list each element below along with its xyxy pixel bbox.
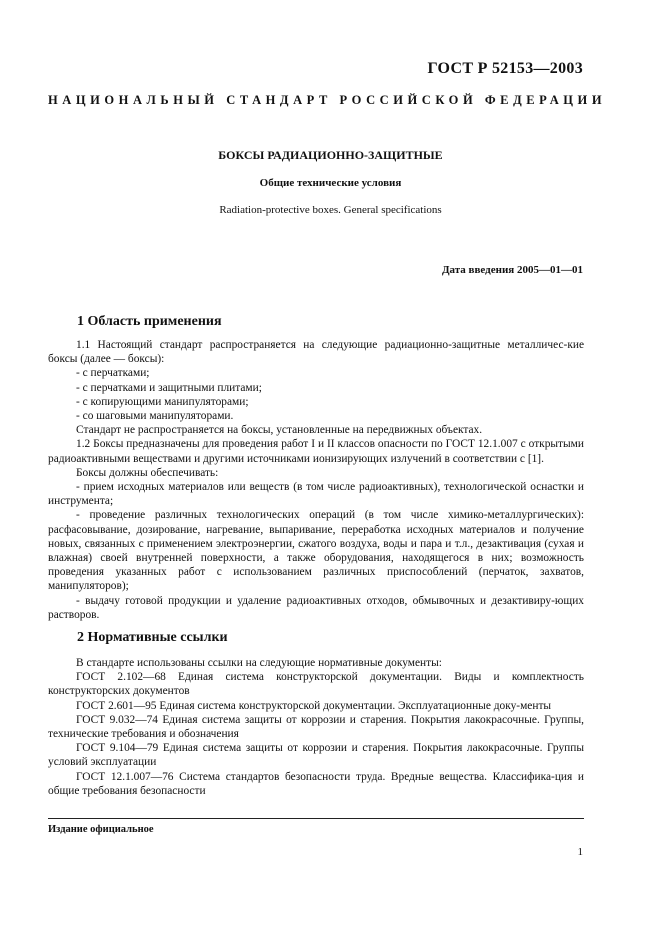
english-title: Radiation-protective boxes. General specifications (219, 204, 442, 216)
national-standard-heading: НАЦИОНАЛЬНЫЙ СТАНДАРТ РОССИЙСКОЙ ФЕДЕРАЦИИ (48, 93, 607, 107)
paragraph: В стандарте использованы ссылки на следующие нормативные документы: (76, 657, 442, 669)
paragraph: Боксы должны обеспечивать: (76, 466, 219, 479)
paragraph: Стандарт не распространяется на боксы, установленные на передвижных объектах. (76, 424, 483, 437)
document-code: ГОСТ Р 52153—2003 (427, 60, 583, 77)
list-item: - выдачу готовой продукции и удаление радиоактивных отходов, обмывочных и дезактивиру-ющих растворов. (48, 594, 584, 621)
footer-divider (48, 818, 584, 819)
list-item: - со шаговыми манипуляторами. (76, 410, 234, 423)
paragraph: 1.1 Настоящий стандарт распространяется на следующие радиационно-защитные металличес-кие боксы (далее — боксы): (48, 339, 584, 366)
page-number: 1 (577, 846, 583, 858)
introduction-date: Дата введения 2005—01—01 (441, 264, 583, 276)
edition-label: Издание официальное (48, 824, 154, 835)
list-item: - прием исходных материалов или веществ (в том числе радиоактивных), технологической оснастки и инструмента; (48, 481, 584, 508)
reference-item: ГОСТ 2.601—95 Единая система конструкторской документации. Эксплуатационные доку-менты (76, 699, 552, 712)
section-2-body (48, 656, 584, 798)
document-title: БОКСЫ РАДИАЦИОННО-ЗАЩИТНЫЕ (218, 148, 443, 162)
list-item: - с перчатками; (76, 367, 150, 380)
document-subtitle: Общие технические условия (259, 177, 402, 189)
reference-item: ГОСТ 12.1.007—76 Система стандартов безопасности труда. Вредные вещества. Классифика-ция и общие требования безопасности (48, 770, 584, 797)
reference-item: ГОСТ 9.032—74 Единая система защиты от коррозии и старения. Покрытия лакокрасочные. Группы, технические требования и обозначения (48, 713, 584, 741)
list-item: - с перчатками и защитными плитами; (76, 381, 262, 394)
section-1-heading: 1 Область применения (77, 314, 222, 329)
section-2-heading: 2 Нормативные ссылки (77, 630, 228, 645)
list-item: - проведение различных технологических операций (в том числе химико-металлургических): расфасовывание, дозирование, нагревание, выпаривание, переработка исходных материалов и получение новых, связанных с применением электроэнергии, сжатого воздуха, воды и пара и т.л., дезактивация (сухая и влажная) своей внутренней поверхности, а также оборудования, находящегося в них; возможность проведения указанных работ с использованием различных приспособлений (перчаток, захватов, манипуляторов); (48, 509, 584, 593)
reference-item: ГОСТ 2.102—68 Единая система конструкторской документации. Виды и комплектность конструкторских документов (48, 671, 584, 698)
reference-item: ГОСТ 9.104—79 Единая система защиты от коррозии и старения. Покрытия лакокрасочные. Группы условий эксплуатации (48, 742, 584, 769)
list-item: - с копирующими манипуляторами; (76, 395, 249, 408)
paragraph: 1.2 Боксы предназначены для проведения работ I и II классов опасности по ГОСТ 12.1.007 с открытыми радиоактивными веществами и другими источниками ионизирующих излучений в соответствии с [1]. (48, 438, 584, 465)
section-1-body (48, 338, 584, 622)
